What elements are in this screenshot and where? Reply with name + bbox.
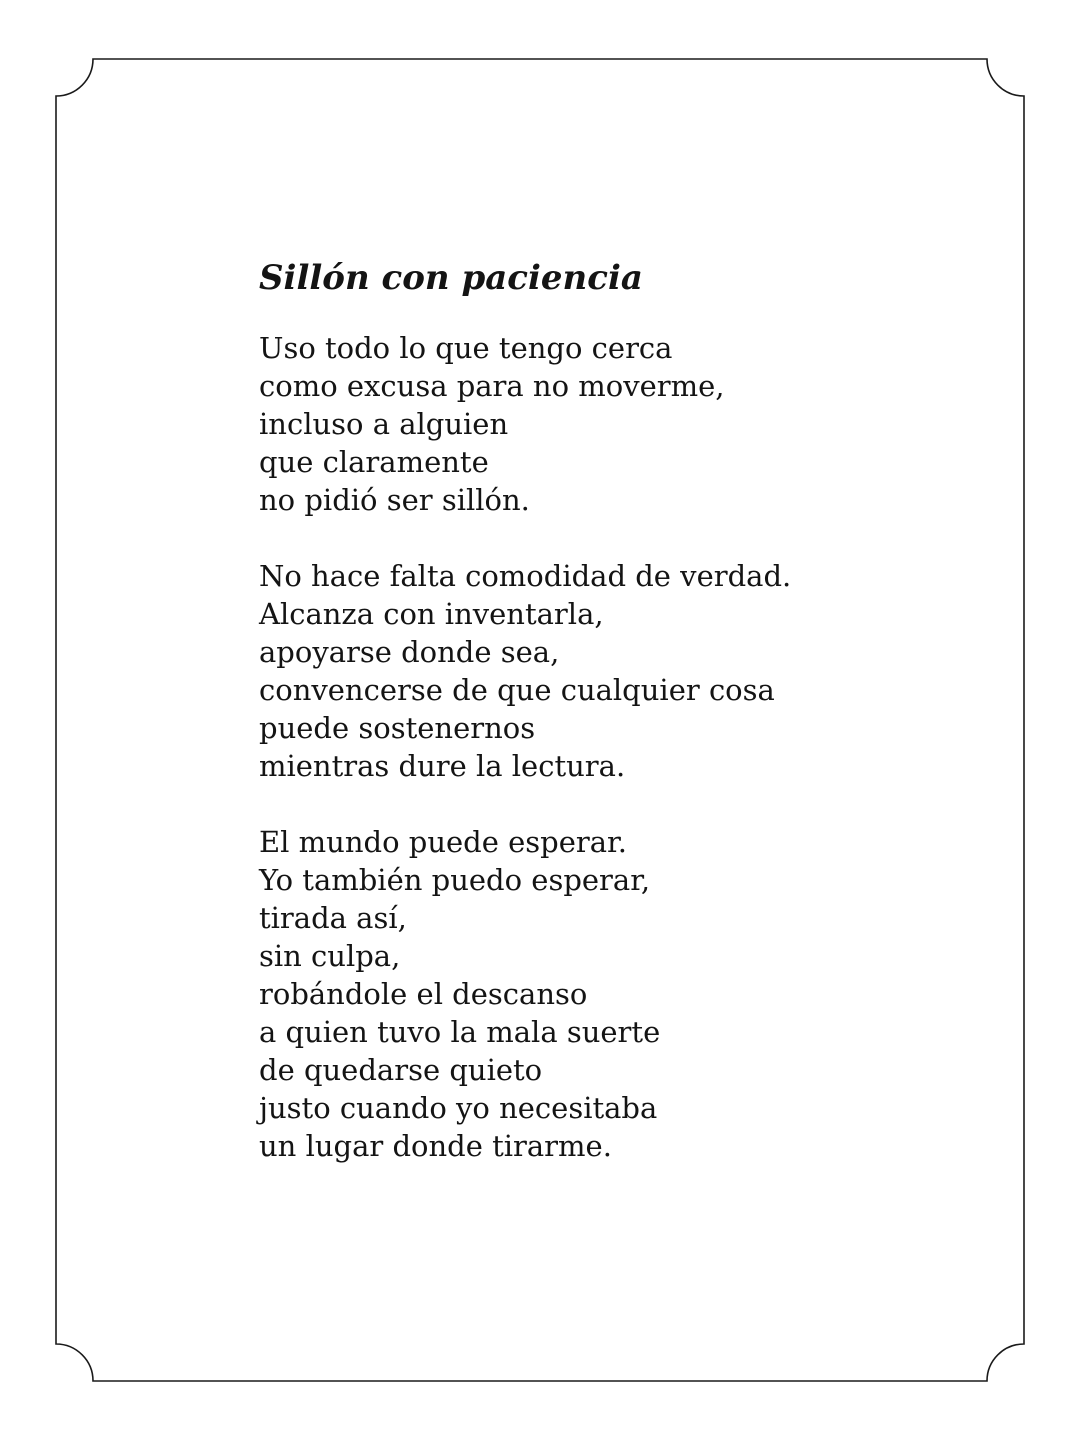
- verse-line: convencerse de que cualquier cosa: [259, 673, 775, 707]
- verse-line: justo cuando yo necesitaba: [259, 1091, 658, 1125]
- verse-line: tirada así,: [259, 901, 407, 935]
- stanza-3: [259, 823, 959, 1165]
- verse-line: sin culpa,: [259, 939, 401, 973]
- verse-line: apoyarse donde sea,: [259, 635, 560, 669]
- verse-line: robándole el descanso: [259, 977, 588, 1011]
- verse-line: Uso todo lo que tengo cerca: [259, 331, 673, 365]
- verse-line: Alcanza con inventarla,: [259, 597, 604, 631]
- verse-line: Yo también puedo esperar,: [259, 863, 651, 897]
- verse-line: El mundo puede esperar.: [259, 825, 627, 859]
- verse-line: puede sostenernos: [259, 711, 536, 745]
- stanza-1: [259, 329, 959, 519]
- stanza-2: [259, 557, 959, 785]
- verse-line: no pidió ser sillón.: [259, 483, 530, 517]
- verse-line: que claramente: [259, 445, 489, 479]
- verse-line: No hace falta comodidad de verdad.: [259, 559, 792, 593]
- verse-line: como excusa para no moverme,: [259, 369, 725, 403]
- verse-line: de quedarse quieto: [259, 1053, 543, 1087]
- verse-line: mientras dure la lectura.: [259, 749, 626, 783]
- verse-line: un lugar donde tirarme.: [259, 1129, 612, 1163]
- poem: [259, 248, 959, 1203]
- poem-title: Sillón con paciencia: [259, 258, 643, 298]
- verse-line: a quien tuvo la mala suerte: [259, 1015, 661, 1049]
- verse-line: incluso a alguien: [259, 407, 509, 441]
